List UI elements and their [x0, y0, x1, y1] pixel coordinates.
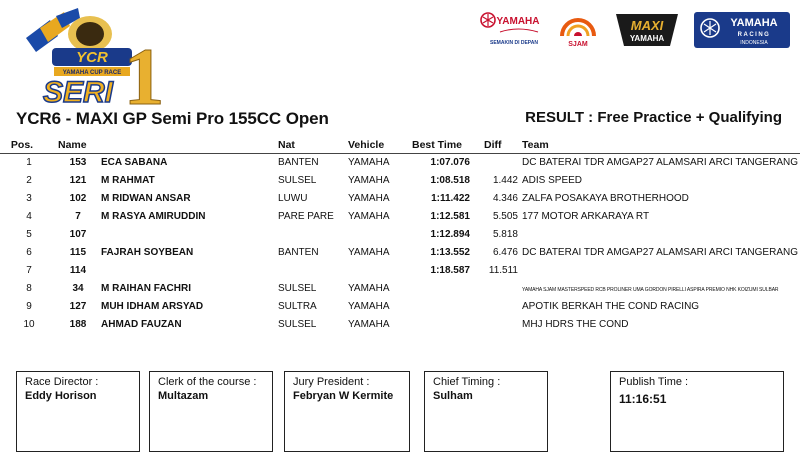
row-team: ADIS SPEED	[522, 175, 583, 186]
col-nat: Nat	[278, 139, 295, 151]
table-header	[0, 137, 800, 154]
jury-president-name: Febryan W Kermite	[293, 390, 394, 402]
yamaha-racing-logo	[692, 10, 792, 50]
clerk-label: Clerk of the course :	[158, 376, 257, 388]
jury-president-box	[284, 371, 410, 452]
row-vehicle: YAMAHA	[348, 283, 390, 294]
col-name: Name	[58, 139, 87, 151]
col-best-time: Best Time	[412, 139, 462, 151]
svg-text:SEMAKIN DI DEPAN: SEMAKIN DI DEPAN	[490, 40, 538, 46]
chief-timing-name: Sulham	[433, 390, 473, 402]
row-team: 177 MOTOR ARKARAYA RT	[522, 211, 650, 222]
table-row	[0, 317, 800, 335]
table-row	[0, 173, 800, 191]
row-pos: 2	[26, 175, 32, 186]
table-row	[0, 209, 800, 227]
row-rider: FAJRAH SOYBEAN	[101, 247, 194, 258]
row-vehicle: YAMAHA	[348, 193, 390, 204]
svg-text:YAMAHA CUP RACE: YAMAHA CUP RACE	[62, 70, 122, 76]
col-vehicle: Vehicle	[348, 139, 385, 151]
publish-time-value: 11:16:51	[619, 392, 667, 406]
svg-text:SJAM: SJAM	[568, 41, 588, 48]
row-diff: 5.818	[492, 229, 518, 240]
row-team: MHJ HDRS THE COND	[522, 319, 629, 330]
table-row	[0, 155, 800, 173]
row-pos: 8	[26, 283, 32, 294]
svg-text:YAMAHA: YAMAHA	[629, 34, 665, 43]
row-number: 7	[75, 211, 81, 222]
svg-text:YAMAHA: YAMAHA	[496, 16, 540, 27]
row-nat: SULSEL	[278, 319, 317, 330]
row-best-time: 1:07.076	[430, 157, 470, 168]
race-director-name: Eddy Horison	[25, 390, 97, 402]
row-team: DC BATERAI TDR AMGAP27 ALAMSARI ARCI TANGERANG	[522, 247, 798, 258]
row-diff: 4.346	[492, 193, 518, 204]
row-number: 127	[69, 301, 87, 312]
row-best-time: 1:18.587	[430, 265, 470, 276]
row-number: 188	[69, 319, 87, 330]
jury-president-label: Jury President :	[293, 376, 370, 388]
row-number: 114	[69, 265, 87, 276]
chief-timing-label: Chief Timing :	[433, 376, 501, 388]
row-team: DC BATERAI TDR AMGAP27 ALAMSARI ARCI TANGERANG	[522, 157, 798, 168]
row-nat: SULTRA	[278, 301, 317, 312]
row-diff: 5.505	[492, 211, 518, 222]
svg-text:SERI: SERI	[42, 76, 114, 108]
row-number: 107	[69, 229, 87, 240]
row-nat: SULSEL	[278, 175, 317, 186]
row-best-time: 1:12.581	[430, 211, 470, 222]
results-table	[0, 155, 800, 335]
row-nat: PARE PARE	[278, 211, 334, 222]
col-diff: Diff	[484, 139, 502, 151]
row-best-time: 1:12.894	[430, 229, 470, 240]
clerk-name: Multazam	[158, 390, 209, 402]
row-number: 102	[69, 193, 87, 204]
row-rider: AHMAD FAUZAN	[101, 319, 182, 330]
row-vehicle: YAMAHA	[348, 247, 390, 258]
publish-time-box	[610, 371, 784, 452]
row-best-time: 1:13.552	[430, 247, 470, 258]
row-number: 153	[69, 157, 87, 168]
row-diff: 11.511	[488, 265, 518, 276]
row-number: 115	[69, 247, 87, 258]
col-pos: Pos.	[10, 139, 34, 151]
row-rider: M RAHMAT	[101, 175, 155, 186]
table-row	[0, 191, 800, 209]
row-diff: 6.476	[492, 247, 518, 258]
svg-text:INDONESIA: INDONESIA	[740, 40, 768, 46]
table-row	[0, 245, 800, 263]
row-team: YAMAHA SJAM MASTERSPEED RCB PROLINER UMA GORDON PIRELLI ASPIRA PREMIO NHK KOIZUMI SULBAR	[522, 287, 779, 293]
sjam-logo	[552, 10, 604, 50]
svg-text:1: 1	[123, 31, 165, 108]
race-director-box	[16, 371, 140, 452]
row-nat: SULSEL	[278, 283, 317, 294]
row-nat: BANTEN	[278, 157, 319, 168]
row-nat: LUWU	[278, 193, 308, 204]
row-vehicle: YAMAHA	[348, 319, 390, 330]
svg-text:YCR: YCR	[76, 49, 108, 66]
table-row	[0, 263, 800, 281]
row-vehicle: YAMAHA	[348, 301, 390, 312]
race-director-label: Race Director :	[25, 376, 99, 388]
table-row	[0, 299, 800, 317]
result-label: RESULT : Free Practice + Qualifying	[525, 109, 782, 126]
row-vehicle: YAMAHA	[348, 211, 390, 222]
svg-text:RACING: RACING	[737, 32, 771, 38]
chief-timing-box	[424, 371, 548, 452]
row-diff: 1.442	[492, 175, 518, 186]
svg-text:YAMAHA: YAMAHA	[730, 17, 778, 29]
table-row	[0, 227, 800, 245]
row-team: APOTIK BERKAH THE COND RACING	[522, 301, 700, 312]
clerk-box	[149, 371, 273, 452]
row-pos: 7	[26, 265, 32, 276]
row-nat: BANTEN	[278, 247, 319, 258]
yamaha-logo	[478, 10, 544, 50]
row-rider: M RAIHAN FACHRI	[101, 283, 191, 294]
row-vehicle: YAMAHA	[348, 175, 390, 186]
svg-text:MAXI: MAXI	[630, 18, 664, 33]
sponsor-logos	[478, 10, 794, 50]
row-best-time: 1:11.422	[431, 193, 470, 204]
row-number: 34	[72, 283, 84, 294]
row-pos: 5	[26, 229, 32, 240]
row-pos: 9	[26, 301, 32, 312]
row-rider: MUH IDHAM ARSYAD	[101, 301, 204, 312]
row-rider: M RIDWAN ANSAR	[101, 193, 191, 204]
row-best-time: 1:08.518	[430, 175, 470, 186]
table-row	[0, 281, 800, 299]
row-pos: 6	[26, 247, 32, 258]
col-team: Team	[522, 139, 549, 151]
row-pos: 3	[26, 193, 32, 204]
row-rider: M RASYA AMIRUDDIN	[101, 211, 206, 222]
row-vehicle: YAMAHA	[348, 157, 390, 168]
row-pos: 1	[26, 157, 32, 168]
row-team: ZALFA POSAKAYA BROTHERHOOD	[522, 193, 689, 204]
row-pos: 4	[26, 211, 32, 222]
publish-time-label: Publish Time :	[619, 376, 689, 388]
row-number: 121	[69, 175, 87, 186]
row-rider: ECA SABANA	[101, 157, 168, 168]
row-pos: 10	[23, 319, 35, 330]
ycr-seri-1-logo	[18, 8, 168, 108]
page-title: YCR6 - MAXI GP Semi Pro 155CC Open	[16, 109, 329, 128]
maxi-yamaha-logo	[612, 10, 682, 50]
